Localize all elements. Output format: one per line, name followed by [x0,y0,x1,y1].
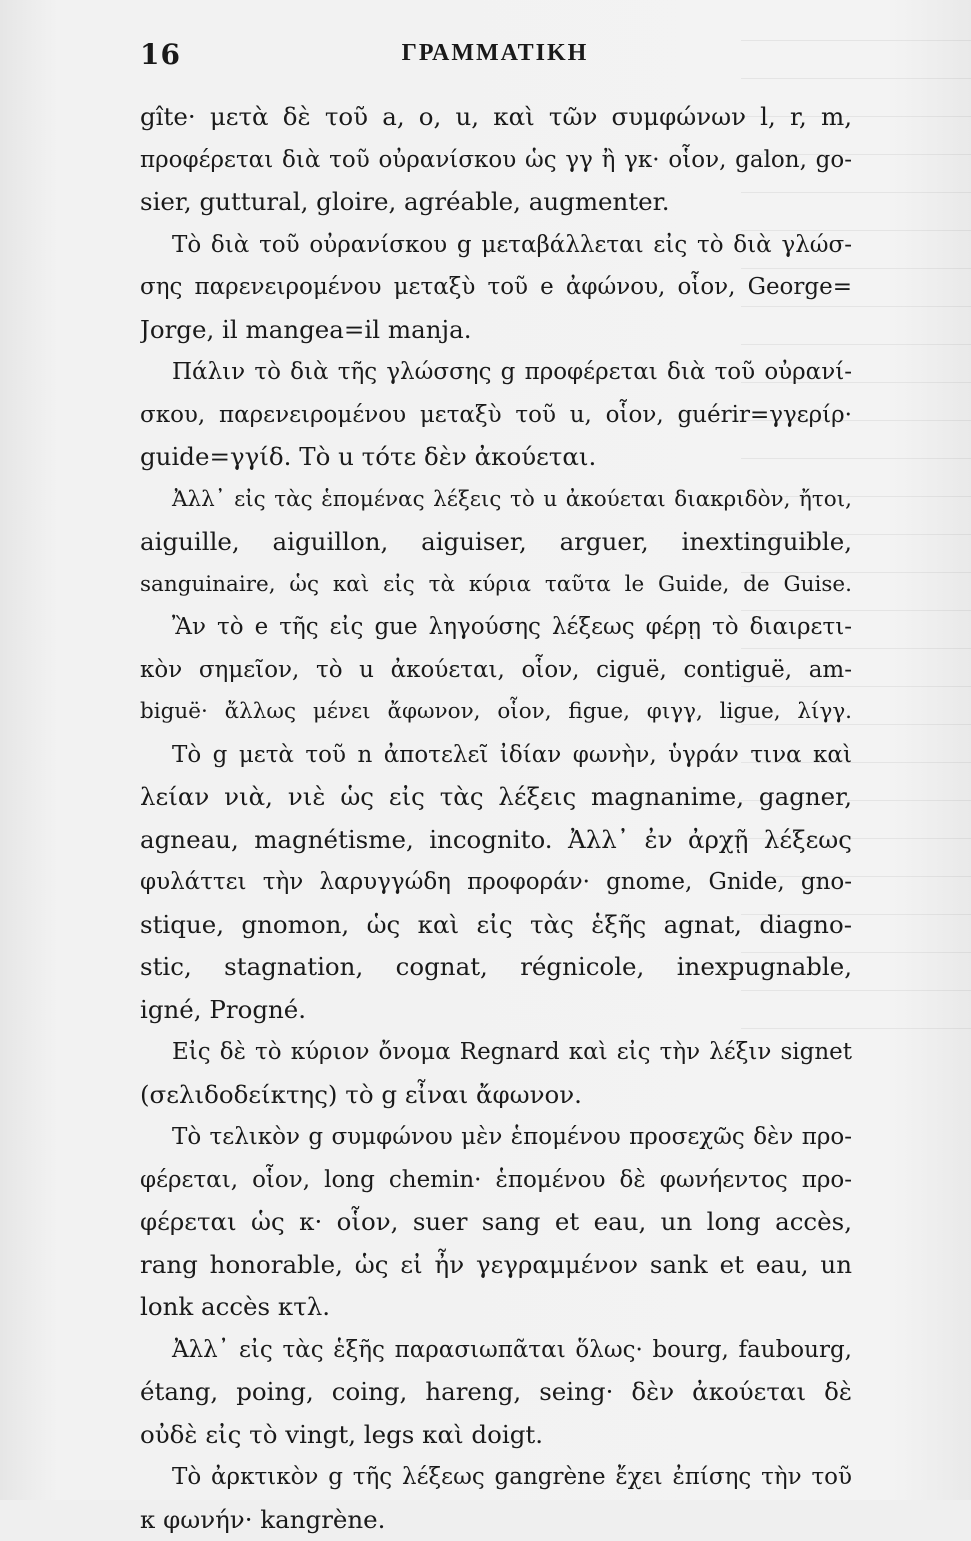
text-line: stic, stagnation, cognat, régnicole, inexpugnable, [140,946,852,989]
text-line: Τὸ ἀρκτικὸν g τῆς λέξεως gangrène ἔχει ἐπίσης τὴν τοῦ [140,1456,852,1499]
text-line: Τὸ διὰ τοῦ οὐρανίσκου g μεταβάλλεται εἰς τὸ διὰ γλώσ- [140,224,852,267]
running-head: ΓΡΑΜΜΑΤΙΚΗ [140,40,850,67]
text-line: λείαν νιὰ, νιὲ ὡς εἰς τὰς λέξεις magnanime, gagner, [140,776,852,819]
text-line: stique, gnomon, ὡς καὶ εἰς τὰς ἑξῆς agnat, diagno- [140,904,852,947]
text-line: gîte· μετὰ δὲ τοῦ a, o, u, καὶ τῶν συμφώνων l, r, m, [140,96,852,139]
text-line: biguë· ἄλλως μένει ἄφωνον, οἷον, figue, φιγγ, ligue, λίγγ. [140,691,852,734]
text-line: aiguille, aiguillon, aiguiser, arguer, inextinguible, [140,521,852,564]
text-line: φέρεται ὡς κ· οἷον, suer sang et eau, un long accès, [140,1201,852,1244]
page-number: 16 [140,38,181,71]
text-line: Jorge, il mangea=il manja. [140,309,852,352]
text-line: igné, Progné. [140,989,852,1032]
text-line: Τὸ τελικὸν g συμφώνου μὲν ἑπομένου προσεχῶς δὲν προ- [140,1116,852,1159]
text-line: rang honorable, ὡς εἰ ἦν γεγραμμένον sank et eau, un [140,1244,852,1287]
text-line: étang, poing, coing, hareng, seing· δὲν ἀκούεται δὲ [140,1371,852,1414]
text-line: Ἂν τὸ e τῆς εἰς gue ληγούσης λέξεως φέρῃ τὸ διαιρετι- [140,606,852,649]
text-line: σης παρενειρομένου μεταξὺ τοῦ e ἀφώνου, οἷον, George= [140,266,852,309]
text-line: lonk accès κτλ. [140,1286,852,1329]
body-text [140,96,852,1541]
text-line: Εἰς δὲ τὸ κύριον ὄνομα Regnard καὶ εἰς τὴν λέξιν signet [140,1031,852,1074]
text-line: sier, guttural, gloire, agréable, augmenter. [140,181,852,224]
text-line: κ φωνήν· kangrène. [140,1499,852,1541]
text-line: sanguinaire, ὡς καὶ εἰς τὰ κύρια ταῦτα le Guide, de Guise. [140,564,852,607]
text-line: Πάλιν τὸ διὰ τῆς γλώσσης g προφέρεται διὰ τοῦ οὐρανί- [140,351,852,394]
text-line: κὸν σημεῖον, τὸ u ἀκούεται, οἷον, ciguë, contiguë, am- [140,649,852,692]
text-line: Τὸ g μετὰ τοῦ n ἀποτελεῖ ἰδίαν φωνὴν, ὑγράν τινα καὶ [140,734,852,777]
text-line: φέρεται, οἷον, long chemin· ἑπομένου δὲ φωνήεντος προ- [140,1159,852,1202]
text-line: agneau, magnétisme, incognito. Ἀλλ᾽ ἐν ἀρχῇ λέξεως [140,819,852,862]
text-line: guide=γγίδ. Τὸ u τότε δὲν ἀκούεται. [140,436,852,479]
text-line: (σελιδοδείκτης) τὸ g εἶναι ἄφωνον. [140,1074,852,1117]
text-line: οὐδὲ εἰς τὸ vingt, legs καὶ doigt. [140,1414,852,1457]
text-line: σκου, παρενειρομένου μεταξὺ τοῦ u, οἷον, guérir=γγερίρ· [140,394,852,437]
text-line: προφέρεται διὰ τοῦ οὐρανίσκου ὡς γγ ἢ γκ· οἷον, galon, go- [140,139,852,182]
page-header [140,38,850,78]
text-line: Ἀλλ᾽ εἰς τὰς ἑξῆς παρασιωπᾶται ὅλως· bourg, faubourg, [140,1329,852,1372]
text-line: φυλάττει τὴν λαρυγγώδη προφοράν· gnome, Gnide, gno- [140,861,852,904]
text-line: Ἀλλ᾽ εἰς τὰς ἑπομένας λέξεις τὸ u ἀκούεται διακριδὸν, ἤτοι, [140,479,852,522]
